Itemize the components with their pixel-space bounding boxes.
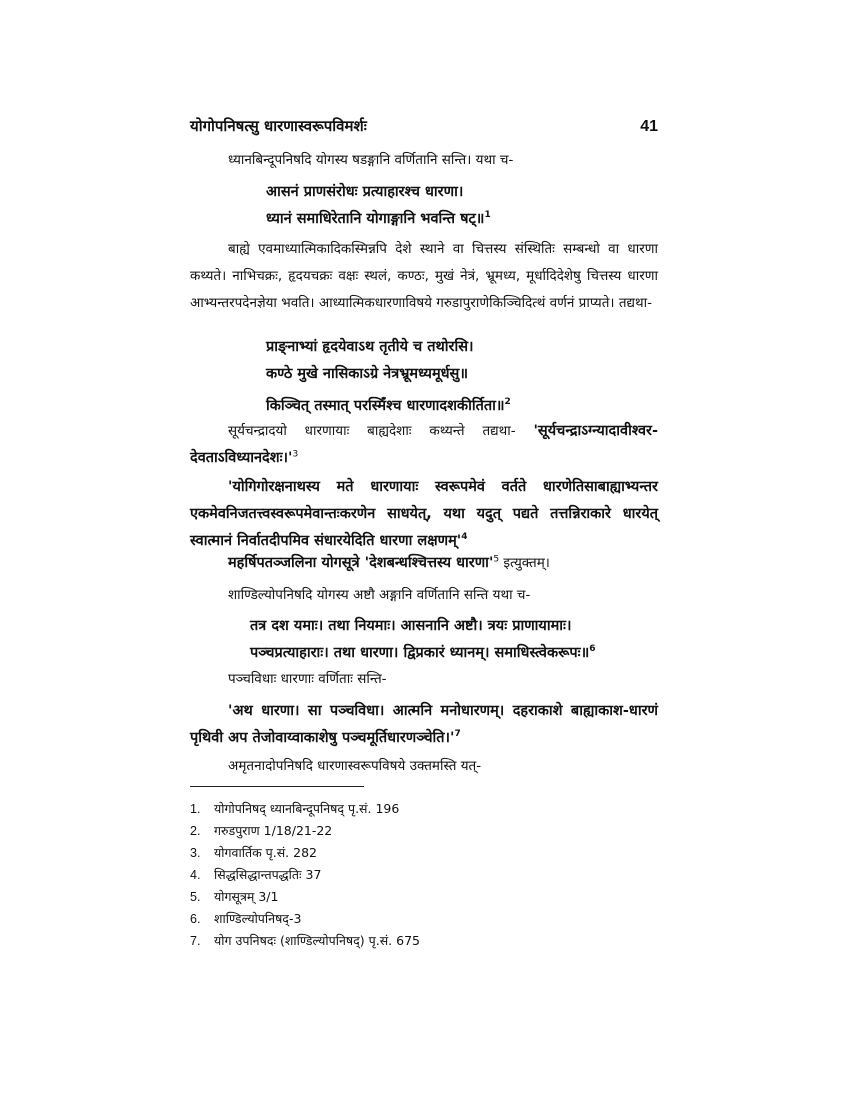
footnote-number: 7. [190,934,201,948]
footnote-text: योगवार्तिक पृ.सं. 282 [214,845,317,860]
footnote-number: 4. [190,868,201,882]
footnote-number: 5. [190,890,201,904]
footnote-ref-1: 1 [484,210,491,221]
footnote-1 [190,799,399,819]
verse-3 [250,613,596,667]
paragraph-5 [190,550,658,577]
footnote-ref-2: 2 [504,397,511,408]
paragraph-3-text: सूर्यचन्द्रादयो धारणायाः बाह्यदेशाः कथ्यन्ते तद्यथा- [228,423,534,439]
footnote-text: योगसूत्रम् 3/1 [214,889,279,904]
footnote-number: 2. [190,824,201,838]
paragraph-5-text: इत्युक्तम्। [499,555,550,571]
footnote-text: सिद्धसिद्धान्तपद्धतिः 37 [214,867,322,882]
footnote-ref-7: 7 [454,729,461,740]
paragraph-2: बाह्ये एवमाध्यात्मिकादिकस्मिन्नपि देशे स्थाने वा चित्तस्य संस्थितिः सम्बन्धो वा धारणा कथ्यते। नाभिचक्रः, हृदयचक्रः वक्षः स्थलं, कण्ठः, मुखं नेत्रं, भ्रूमध्य, मूर्धादिदेशेषु चित्तस्य धारणा आभ्यन्तरपदेनज्ञेया भवति। आध्यात्मिकधारणाविषये गरुडापुराणेकिञ्चिदित्थं वर्णनं प्राप्यते। तद्यथा- [190,241,658,311]
footnote-6 [190,909,301,929]
paragraph-4 [190,474,658,555]
verse-1-line-1: आसनं प्राणसंरोधः प्रत्याहारश्च धारणा। [266,184,464,200]
footnote-2 [190,821,332,841]
verse-1 [266,179,491,233]
paragraph-3 [190,418,658,472]
page-number: 41 [640,118,658,135]
footnote-5 [190,887,278,907]
running-header [190,116,658,136]
verse-2 [266,334,511,420]
footnote-ref-3: 3 [292,449,299,460]
paragraph-4-quote: 'योगिगोरक्षनाथस्य मते धारणायाः स्वरूपमेवं वर्तते धारणेतिसाबाह्याभ्यन्तर एकमेवनिजतत्त्वस्वरूपमेवान्तःकरणेन साधयेत्, यथा यदुत् पद्यते तत्तन्निराकारे धारयेत् स्वात्मानं निर्वातदीपमिव संधारयेदिति धारणा लक्षणम्' [190,479,658,549]
footnote-ref-6: 6 [589,644,596,655]
footnote-ref-5: 5 [493,554,500,565]
footnote-number: 6. [190,912,201,926]
footnote-4 [190,865,321,885]
paragraph-7: पञ्चविधाः धारणाः वर्णिताः सन्ति- [228,671,387,687]
footnote-3 [190,843,317,863]
verse-1-line-2 [266,206,491,233]
paragraph-1: ध्यानबिन्दूपनिषदि योगस्य षडङ्गानि वर्णितानि सन्ति। यथा च- [228,152,514,168]
paragraph-5-lead: महर्षिपतञ्जलिना योगसूत्रे [228,555,365,571]
paragraph-9: अमृतनादोपनिषदि धारणास्वरूपविषये उक्तमस्ति यत्- [228,758,482,774]
paragraph-5-quote: 'देशबन्धश्चित्तस्य धारणा' [364,555,494,571]
footnote-ref-4: 4 [461,532,468,543]
footnote-text: योग उपनिषदः (शाण्डिल्योपनिषद्) पृ.सं. 675 [214,933,420,948]
footnote-number: 3. [190,846,201,860]
footnote-text: शाण्डिल्योपनिषद्-3 [214,911,302,926]
footnote-text: योगोपनिषद् ध्यानबिन्दूपनिषद् पृ.सं. 196 [214,801,400,816]
verse-2-line-3-text: किञ्चित् तस्मात् परस्मिँश्च धारणादशकीर्तिता॥ [266,398,505,414]
verse-2-line-1: प्राङ्नाभ्यां हृदयेवाऽथ तृतीये च तथोरसि। [266,339,474,355]
paragraph-6: शाण्डिल्योपनिषदि योगस्य अष्टौ अङ्गानि वर्णितानि सन्ति यथा च- [228,587,531,603]
paragraph-3-quote: 'सूर्यचन्द्राऽग्न्यादावीश्वर-देवताऽविध्यानदेशः।' [190,423,658,466]
footnote-divider [190,786,364,787]
paragraph-8-quote: 'अथ धारणा। सा पञ्चविधा। आत्मनि मनोधारणम्। दहराकाशे बाह्याकाश-धारणं पृथिवी अप तेजोवाय्वाकाशेषु पञ्चमूर्तिधारणञ्चेति।' [190,703,658,746]
footnote-number: 1. [190,802,201,816]
verse-3-line-2-text: पञ्चप्रत्याहाराः। तथा धारणा। द्विप्रकारं ध्यानम्। समाधिस्त्वेकरूपः॥ [250,645,590,661]
verse-2-line-2: कण्ठे मुखे नासिकाऽग्रे नेत्रभ्रूमध्यमूर्धसु॥ [266,366,469,382]
verse-3-line-1: तत्र दश यमाः। तथा नियमाः। आसनानि अष्टौ। त्रयः प्राणायामाः। [250,618,572,634]
paragraph-8 [190,698,658,752]
footnote-text: गरुडपुराण 1/18/21-22 [214,823,333,838]
footnote-7 [190,931,420,951]
verse-3-line-2 [250,640,596,667]
verse-1-line-2-text: ध्यानं समाधिरेतानि योगाङ्गानि भवन्ति षट्॥ [266,211,485,227]
header-title: योगोपनिषत्सु धारणास्वरूपविमर्शः [190,117,367,135]
verse-2-line-3 [266,393,511,420]
